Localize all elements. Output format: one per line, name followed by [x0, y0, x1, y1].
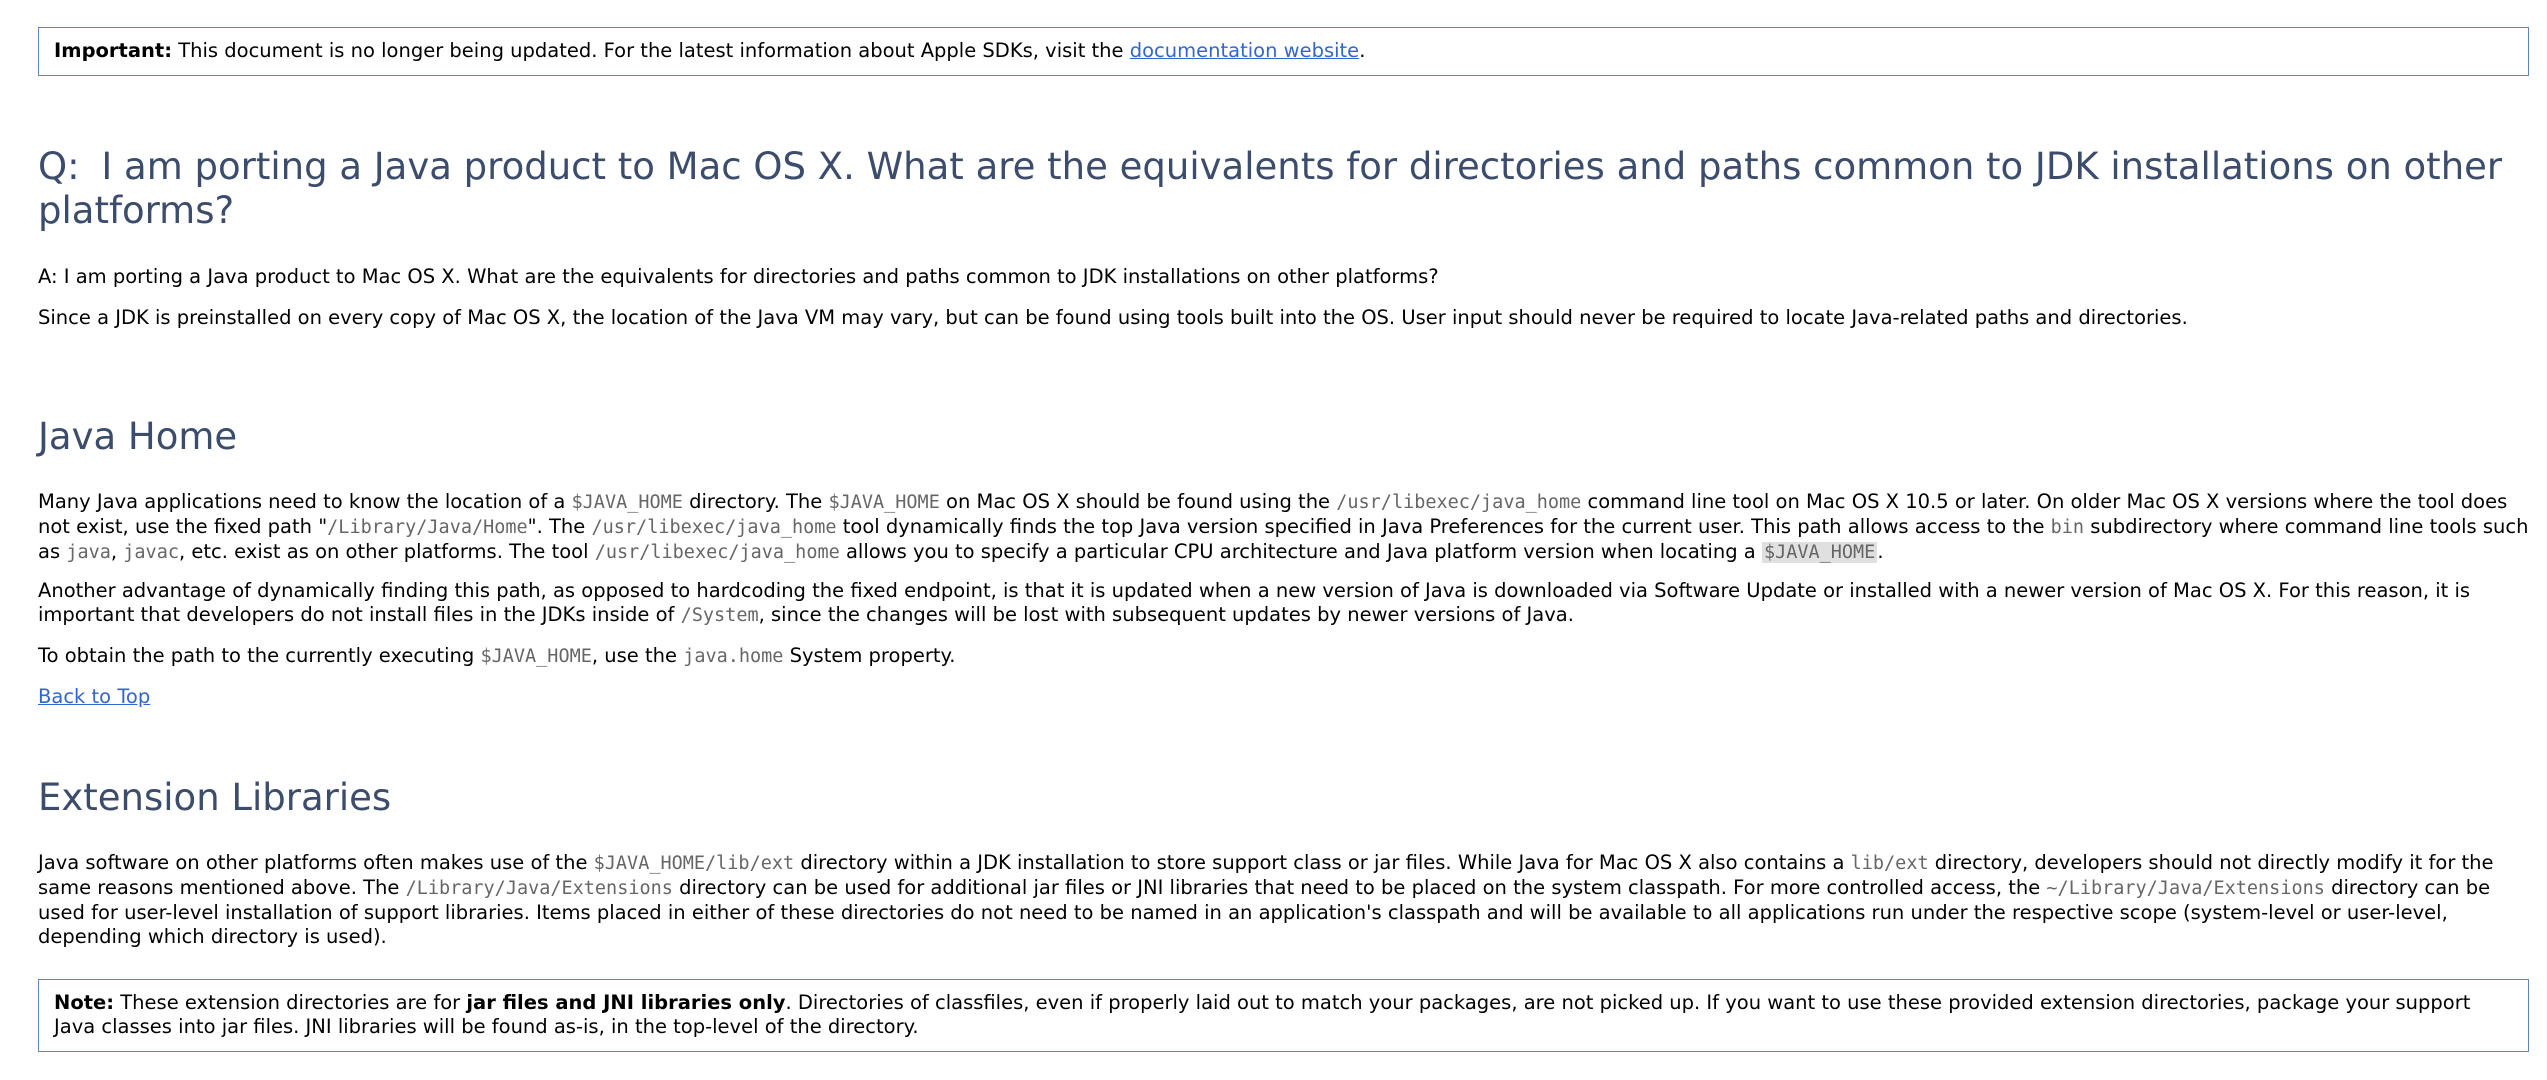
- banner-text: This document is no longer being updated. For the latest information about Apple SDKs, visit the: [172, 39, 1130, 62]
- banner-label: Important:: [54, 39, 173, 62]
- java-home-paragraph-1: Many Java applications need to know the location of a $JAVA_HOME directory. The $JAVA_HOME on Mac OS X should be found using the /usr/libexec/java_home command line tool on Mac OS X 10.5 or later. On older Mac OS X versions where the tool does not exist, use the fixed path "/Library/Java/Home". The /usr/libexec/java_home tool dynamically finds the top Java version specified in Java Preferences for the current user. This path allows access to the bin subdirectory where command line tools such as java, javac, etc. exist as on other platforms. The tool /usr/libexec/java_home allows you to specify a particular CPU architecture and Java platform version when locating a $JAVA_HOME .: [38, 490, 2529, 563]
- question-title: I am porting a Java product to Mac OS X. What are the equivalents for directories and paths common to JDK installations on other platforms?: [38, 145, 2503, 232]
- back-to-top-container: [38, 685, 150, 709]
- java-home-paragraph-2: Another advantage of dynamically finding this path, as opposed to hardcoding the fixed endpoint, is that it is updated when a new version of Java is downloaded via Software Update or installed with a newer version of Mac OS X. For this reason, it is important that developers do not install files in the JDKs inside of /System, since the changes will be lost with subsequent updates by newer versions of Java.: [38, 579, 2471, 626]
- note-label: Note:: [54, 991, 115, 1014]
- answer-intro: A: I am porting a Java product to Mac OS X. What are the equivalents for directories and paths common to JDK installations on other platforms?: [38, 265, 1439, 288]
- java-home-paragraph-3: To obtain the path to the currently executing $JAVA_HOME, use the java.home System property.: [38, 644, 956, 667]
- note-emphasis: jar files and JNI libraries only: [466, 991, 786, 1014]
- extension-libraries-paragraph: Java software on other platforms often makes use of the $JAVA_HOME/lib/ext directory within a JDK installation to store support class or jar files. While Java for Mac OS X also contains a lib/ext directory, developers should not directly modify it for the same reasons mentioned above. The /Library/Java/Extensions directory can be used for additional jar files or JNI libraries that need to be placed on the system classpath. For more controlled access, the ~/Library/Java/Extensions directory can be used for user-level installation of support libraries. Items placed in either of these directories do not need to be named in an application's classpath and will be available to all applications run under the respective scope (system-level or user-level, depending which directory is used).: [38, 851, 2494, 948]
- page-title: [38, 145, 2529, 233]
- question-prefix: Q:: [38, 145, 80, 188]
- highlighted-java-home: $JAVA_HOME: [1763, 542, 1876, 563]
- note-box: Note: These extension directories are for jar files and JNI libraries only. Directories of classfiles, even if properly laid out to match your packages, are not picked up. If you want to use these provided extension directories, package your support Java classes into jar files. JNI libraries will be found as-is, in the top-level of the directory.: [38, 979, 2529, 1052]
- answer-summary: Since a JDK is preinstalled on every copy of Mac OS X, the location of the Java VM may vary, but can be found using tools built into the OS. User input should never be required to locate Java-related paths and directories.: [38, 306, 2188, 329]
- code-java-home: $JAVA_HOME: [571, 492, 683, 513]
- documentation-website-link[interactable]: documentation website: [1129, 39, 1360, 62]
- back-to-top-link[interactable]: Back to Top: [38, 685, 151, 708]
- important-banner: Important: This document is no longer being updated. For the latest information about Apple SDKs, visit the documentation website.: [38, 27, 2529, 76]
- extension-libraries-heading: Extension Libraries: [38, 776, 392, 819]
- java-home-heading: Java Home: [38, 415, 238, 458]
